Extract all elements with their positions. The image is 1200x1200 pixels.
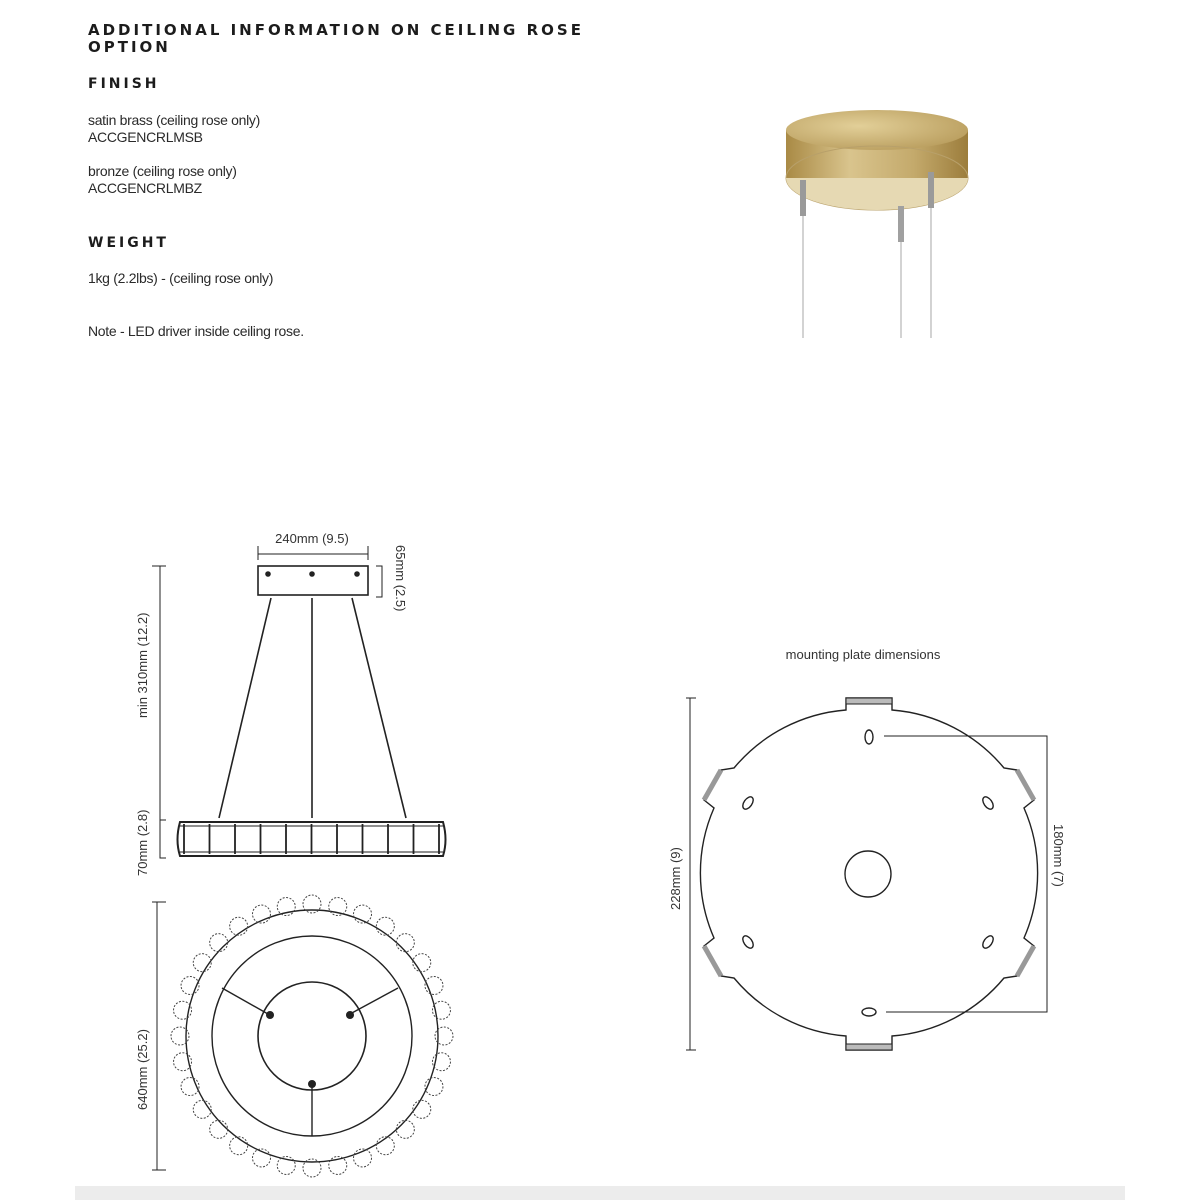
rose-height-label: 65mm (2.5) xyxy=(393,545,408,612)
width-dimension-label: 240mm (9.5) xyxy=(275,531,349,546)
scallop-bead xyxy=(376,1137,394,1155)
scallop-bead xyxy=(210,1120,228,1138)
scallop-bead xyxy=(230,1137,248,1155)
weight-heading: WEIGHT xyxy=(88,235,169,251)
diameter-label: 640mm (25.2) xyxy=(135,1029,150,1110)
mounting-plate-title: mounting plate dimensions xyxy=(785,647,941,662)
finish-heading: FINISH xyxy=(88,76,160,92)
footer-bar xyxy=(75,1186,1125,1200)
scallop-bead xyxy=(396,1120,414,1138)
section-title: ADDITIONAL INFORMATION ON CEILING ROSE OPTION xyxy=(88,21,584,56)
ceiling-rose-photo xyxy=(786,110,968,338)
scallop-bead xyxy=(193,954,211,972)
scallop-bead xyxy=(396,934,414,952)
finish-code: ACCGENCRLMSB xyxy=(88,129,203,145)
ring-segments xyxy=(184,824,439,854)
plate-diameter-label: 228mm (9) xyxy=(668,847,683,910)
driver-note: Note - LED driver inside ceiling rose. xyxy=(88,323,304,339)
scallop-bead xyxy=(230,917,248,935)
finish-name: bronze (ceiling rose only) xyxy=(88,163,237,179)
scallop-bead xyxy=(413,954,431,972)
scallop-bead xyxy=(210,934,228,952)
finish-code: ACCGENCRLMBZ xyxy=(88,180,202,196)
scallop-bead xyxy=(376,917,394,935)
drop-dimension-label: min 310mm (12.2) xyxy=(135,612,150,718)
scallop-bead xyxy=(193,1100,211,1118)
weight-value: 1kg (2.2lbs) - (ceiling rose only) xyxy=(88,270,274,286)
ring-height-label: 70mm (2.8) xyxy=(135,809,150,876)
finish-name: satin brass (ceiling rose only) xyxy=(88,112,260,128)
mounting-plate-drawing xyxy=(686,698,1047,1050)
hole-spacing-label: 180mm (7) xyxy=(1051,824,1066,887)
scallop-bead xyxy=(413,1100,431,1118)
pendant-plan-view xyxy=(152,895,453,1177)
